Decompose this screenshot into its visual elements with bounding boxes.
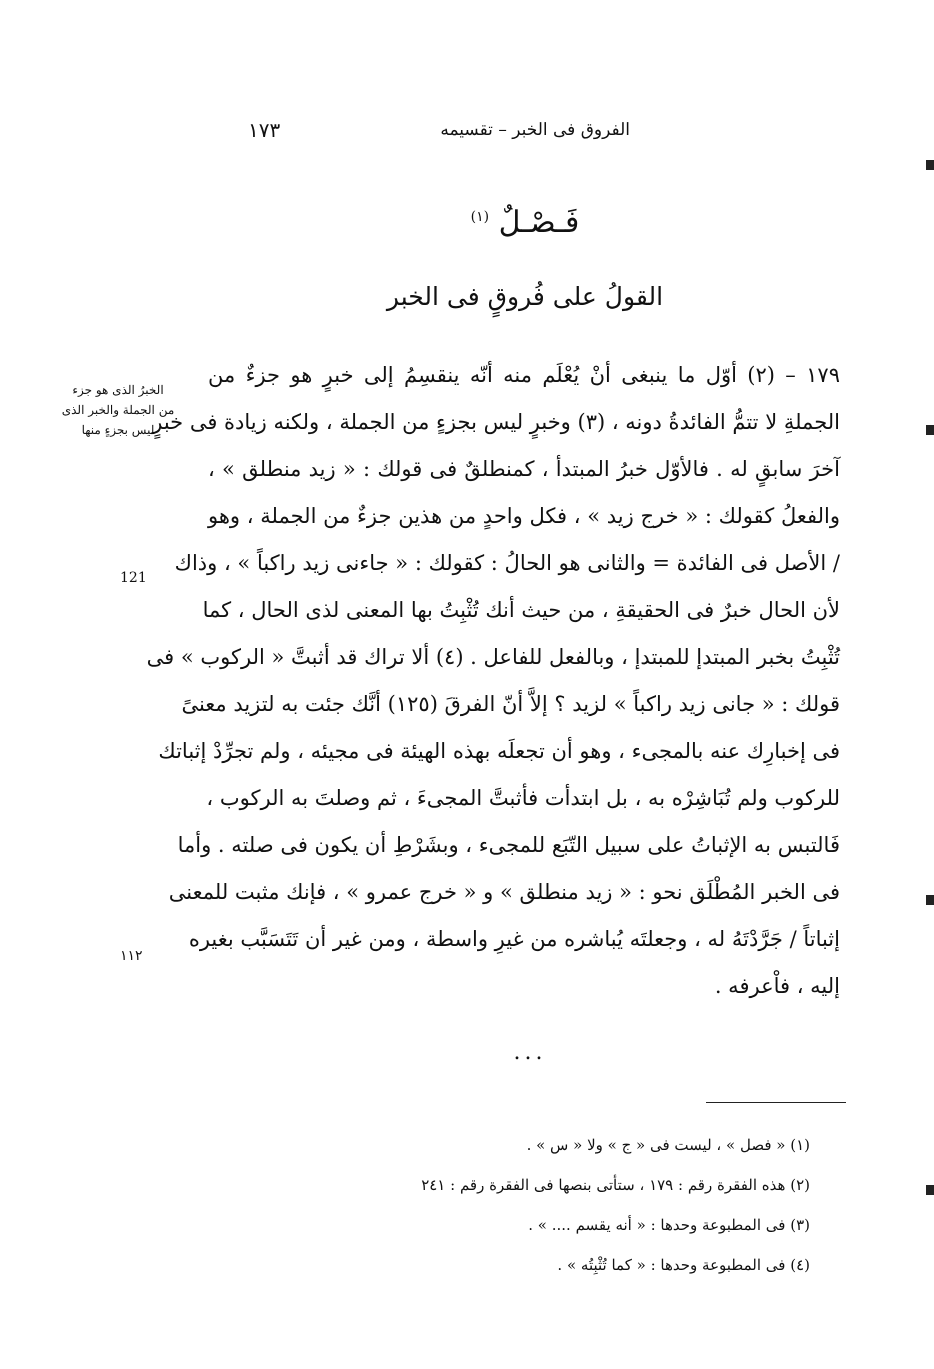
section-footnote-ref: (١) <box>470 209 490 225</box>
scan-edge-mark <box>926 160 934 170</box>
page-number: ١٧٣ <box>248 118 281 142</box>
footnote-rule <box>706 1102 846 1103</box>
margin-page-ref: 121 <box>120 570 147 586</box>
text-line: ١٧٩ – (٢) أوّل ما ينبغى أنْ يُعْلَم منه أنّه ينقسِمُ إلى خبرٍ هو جزءٌ من <box>208 363 840 387</box>
footnote: (٤) فى المطبوعة وحدها : « كما تُثْبِتُه » . <box>557 1256 810 1274</box>
footnote: (٣) فى المطبوعة وحدها : « أنه يقسم .... » . <box>528 1216 810 1234</box>
text-line: الجملةِ لا تتمُّ الفائدةُ دونه ، (٣) وخبرٍ ليس بجزءٍ من الجملة ، ولكنه زيادة فى خبرٍ <box>152 410 840 434</box>
text-line: فَالتبس به الإثباتُ على سبيل التّبَع للمجىء ، وبشَرْطِ أن يكون فى صلته . وأما <box>177 833 840 857</box>
body-text <box>146 352 840 1010</box>
running-head: الفروق فى الخبر – تقسيمه <box>440 120 630 140</box>
section-subtitle: القولُ على فُروقٍ فى الخبر <box>386 282 664 311</box>
scan-edge-mark <box>926 895 934 905</box>
section-title: فَـصْـلٌ <box>498 205 580 240</box>
text-line: قولك : « جانى زيد راكباً » لزيد ؟ إلاَّ أنّ الفرقَ (١٢٥) أنَّك جئت به لتزيد معنىً <box>181 692 840 716</box>
footnotes <box>330 1125 810 1285</box>
scan-edge-mark <box>926 425 934 435</box>
text-line: فى الخبر المُطْلَق نحو : « زيد منطلق » و « خرج عمرو » ، فإنك مثبت للمعنى <box>168 880 840 904</box>
text-line: لأن الحال خبرٌ فى الحقيقةِ ، من حيث أنك تُثْبِتُ بها المعنى لذى الحال ، كما <box>202 598 840 622</box>
margin-note-line: من الجملة والخبر الذى <box>61 403 175 417</box>
text-line: للركوب ولم تُبَاشِرْه به ، بل ابتدأت فأثبتَّ المجىءَ ، ثم وصلتَ به الركوب ، <box>206 786 840 810</box>
section-separator: ... <box>513 1040 547 1065</box>
text-line: تُثْبِتُ بخبر المبتدإ للمبتدإ ، وبالفعل للفاعل . (٤) ألا تراك قد أثبتَّ « الركوب » فى <box>146 645 840 669</box>
scan-edge-mark <box>926 1185 934 1195</box>
section-heading <box>210 205 840 240</box>
text-line: فى إخبارِك عنه بالمجىء ، وهو أن تجعلَه بهذه الهيئة فى مجيئه ، ولم تجرِّدْ إثباتك <box>158 739 840 763</box>
text-line: إثباتاً / جَرَّدْتَهُ له ، وجعلتَه يُباشره من غيرِ واسطة ، ومن غير أن تَتَسَبَّب بغيره <box>188 927 840 951</box>
margin-page-ref: ١١٢ <box>120 948 143 964</box>
footnote: (٢) هذه الفقرة رقم : ١٧٩ ، ستأتى بنصها فى الفقرة رقم : ٢٤١ <box>421 1176 810 1194</box>
text-line: آخرَ سابقٍ له . فالأوّل خبرُ المبتدأ ، كمنطلقٌ فى قولك : « زيد منطلق » ، <box>208 457 840 481</box>
text-line: إليه ، فاْعرفه . <box>714 974 840 998</box>
footnote: (١) « فصل » ، ليست فى « ج » ولا « س » . <box>526 1136 810 1154</box>
margin-note-line: ليس بجزءٍ منها <box>81 423 155 437</box>
margin-note <box>48 380 188 440</box>
margin-note-line: الخبرُ الذى هو جزء <box>72 383 164 397</box>
text-line: / الأصل فى الفائدة = والثانى هو الحالُ : كقولك : « جاءنى زيد راكباً » ، وذاك <box>174 551 840 575</box>
text-line: والفعلُ كقولك : « خرج زيد » ، فكل واحدٍ من هذين جزءٌ من الجملة ، وهو <box>208 504 840 528</box>
